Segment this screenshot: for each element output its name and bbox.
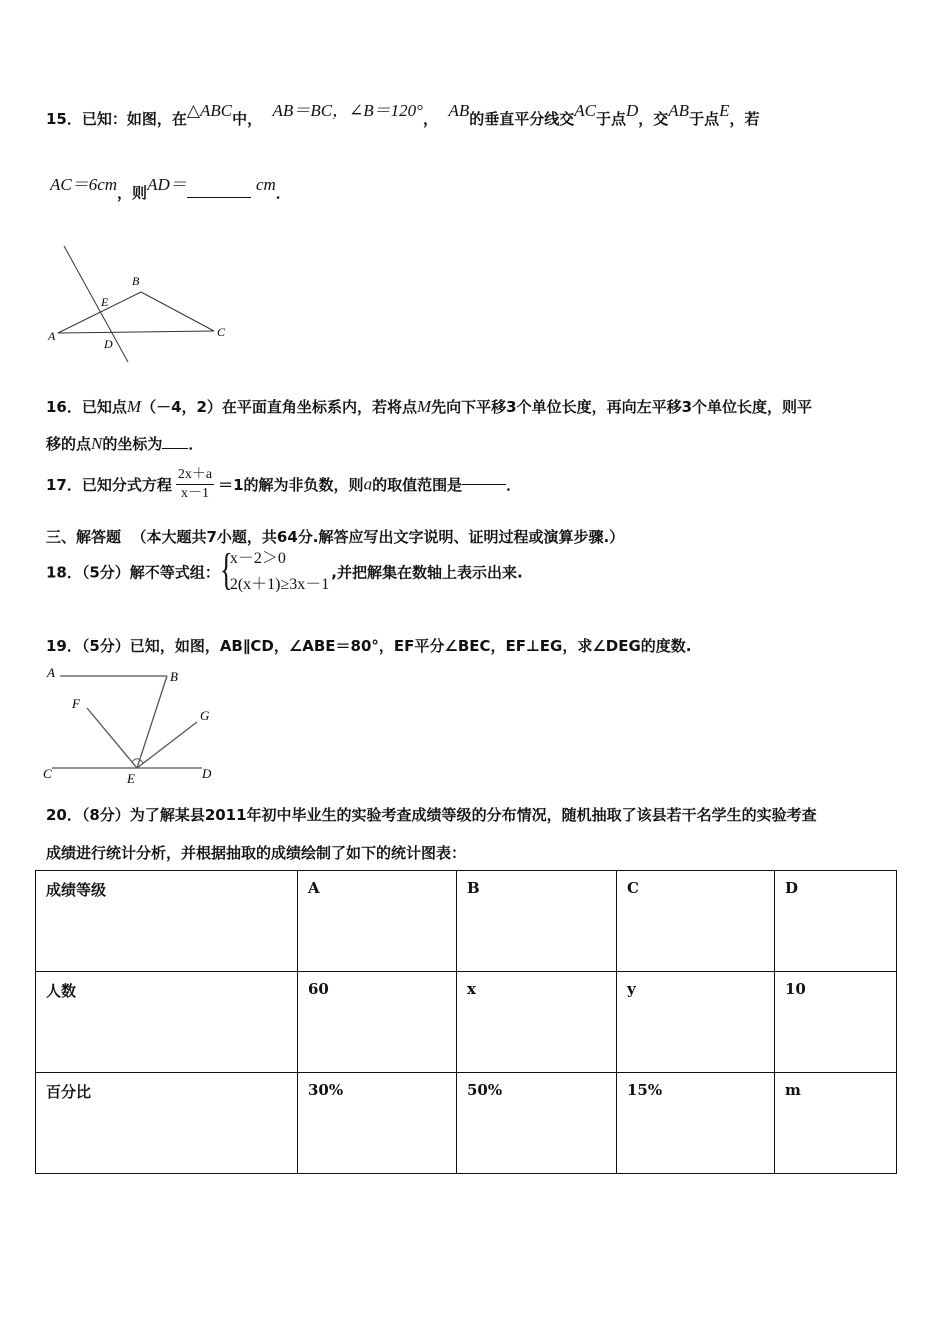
table-cell: D <box>775 871 897 972</box>
math: AB <box>448 101 470 120</box>
answer-blank[interactable] <box>187 197 251 198</box>
table-cell: B <box>457 871 617 972</box>
math: M <box>126 397 142 416</box>
question-15-line-1 <box>46 101 760 129</box>
math: AB <box>668 101 690 120</box>
question-16-line-1 <box>46 396 812 417</box>
triangle-figure <box>46 240 246 365</box>
math: N <box>91 434 103 453</box>
segment-ac <box>58 331 214 333</box>
label-b: B <box>170 669 178 684</box>
question-18 <box>46 546 523 598</box>
table-cell: x <box>457 972 617 1073</box>
text: ． <box>188 435 204 453</box>
label-d: D <box>104 337 113 351</box>
fraction-denominator: x－1 <box>181 486 209 501</box>
text: 的垂直平分线交 <box>469 110 575 128</box>
text: 已知分式方程 <box>81 476 172 494</box>
math: AB＝BC，∠B＝120° <box>272 101 423 120</box>
question-15-line-2 <box>50 175 291 203</box>
question-number: 20． <box>46 806 82 824</box>
text: ，则 <box>117 184 148 202</box>
text: ，交 <box>638 110 669 128</box>
question-20-line-2 <box>46 842 466 863</box>
table-cell: 10 <box>775 972 897 1073</box>
text: （－4，2）在平面直角坐标系内，若将点 <box>141 398 417 416</box>
text: 先向下平移3个单位长度，再向左平移3个单位长度，则平 <box>431 398 813 416</box>
table-cell: A <box>298 871 457 972</box>
label-a: A <box>48 329 56 343</box>
fraction-numerator: 2x＋a <box>176 466 214 485</box>
text: 成绩进行统计分析，并根据抽取的成绩绘制了如下的统计图表： <box>46 844 467 862</box>
inequality-2: 2(x＋1)≥3x－1 <box>229 576 330 593</box>
label-d: D <box>202 766 212 781</box>
question-number: 15． <box>46 110 82 128</box>
label-c: C <box>217 325 226 339</box>
table-cell: 50% <box>457 1073 617 1174</box>
label-c: C <box>43 766 52 781</box>
right-angle-mark <box>132 759 143 763</box>
segment-ab <box>58 292 141 333</box>
text: 移的点 <box>46 435 92 453</box>
table-cell: 人数 <box>36 972 298 1073</box>
table-cell: 成绩等级 <box>36 871 298 972</box>
question-19 <box>46 635 691 656</box>
question-number: 16． <box>46 398 82 416</box>
inequality-system <box>220 546 329 598</box>
text: （5分）已知，如图，AB∥CD，∠ABE＝80°，EF平分∠BEC，EF⊥EG，求∠DEG的度数. <box>81 637 692 655</box>
section-title: 三、解答题 <box>46 528 122 546</box>
math: AC＝6cm <box>50 175 118 194</box>
answer-blank[interactable] <box>162 448 188 449</box>
label-g: G <box>200 708 210 723</box>
segment-ge <box>137 722 197 768</box>
text: 于点 <box>595 110 626 128</box>
math: △ABC <box>186 101 233 120</box>
grade-statistics-table <box>35 870 897 1174</box>
text: 于点 <box>689 110 720 128</box>
segment-bc <box>141 292 214 331</box>
math: E <box>719 101 730 120</box>
inequality-1: x－2＞0 <box>229 550 286 567</box>
section-3-header <box>46 526 624 547</box>
table-cell: y <box>617 972 775 1073</box>
text: 已知：如图，在 <box>81 110 187 128</box>
question-20-line-1 <box>46 804 817 825</box>
segment-fe <box>87 708 137 768</box>
math: AD＝ <box>147 175 187 194</box>
math: a <box>363 474 373 494</box>
text: （5分）解不等式组： <box>81 563 220 582</box>
label-e: E <box>101 295 109 309</box>
question-16-line-2 <box>46 433 203 454</box>
text: ,并把解集在数轴上表示出来. <box>331 563 523 582</box>
question-17 <box>46 466 521 503</box>
table-cell: m <box>775 1073 897 1174</box>
table-row <box>36 871 897 972</box>
table-cell: C <box>617 871 775 972</box>
table-row <box>36 1073 897 1174</box>
label-a: A <box>47 665 55 680</box>
text: ． <box>275 184 291 202</box>
answer-blank[interactable] <box>462 484 506 485</box>
text: ， <box>422 110 438 128</box>
math: AC <box>574 101 596 120</box>
brace: { <box>219 545 233 594</box>
table-cell: 15% <box>617 1073 775 1174</box>
segment-be <box>137 676 167 768</box>
section-note: （本大题共7小题，共64分.解答应写出文字说明、证明过程或演算步骤.） <box>131 528 625 546</box>
question-number: 18． <box>46 563 82 582</box>
table-cell: 60 <box>298 972 457 1073</box>
text: 的坐标为 <box>102 435 163 453</box>
question-number: 17． <box>46 476 82 494</box>
table-cell: 30% <box>298 1073 457 1174</box>
text: 已知点 <box>81 398 127 416</box>
question-number: 19． <box>46 637 82 655</box>
math: D <box>625 101 639 120</box>
math: cm <box>255 175 276 194</box>
label-b: B <box>132 274 140 288</box>
math: M <box>416 397 432 416</box>
text: （8分）为了解某县2011年初中毕业生的实验考查成绩等级的分布情况，随机抽取了该县若干名学生的实验考查 <box>81 806 817 824</box>
label-e: E <box>127 771 135 786</box>
text: ． <box>506 476 522 494</box>
text: ＝1的解为非负数，则 <box>218 476 364 494</box>
parallel-lines-figure <box>40 660 230 788</box>
table-cell: 百分比 <box>36 1073 298 1174</box>
table-row <box>36 972 897 1073</box>
text: ，若 <box>729 110 760 128</box>
perpendicular-bisector <box>64 246 128 362</box>
text: 中， <box>232 110 263 128</box>
text: 的取值范围是 <box>372 476 463 494</box>
label-f: F <box>72 696 80 711</box>
fraction <box>176 466 214 503</box>
